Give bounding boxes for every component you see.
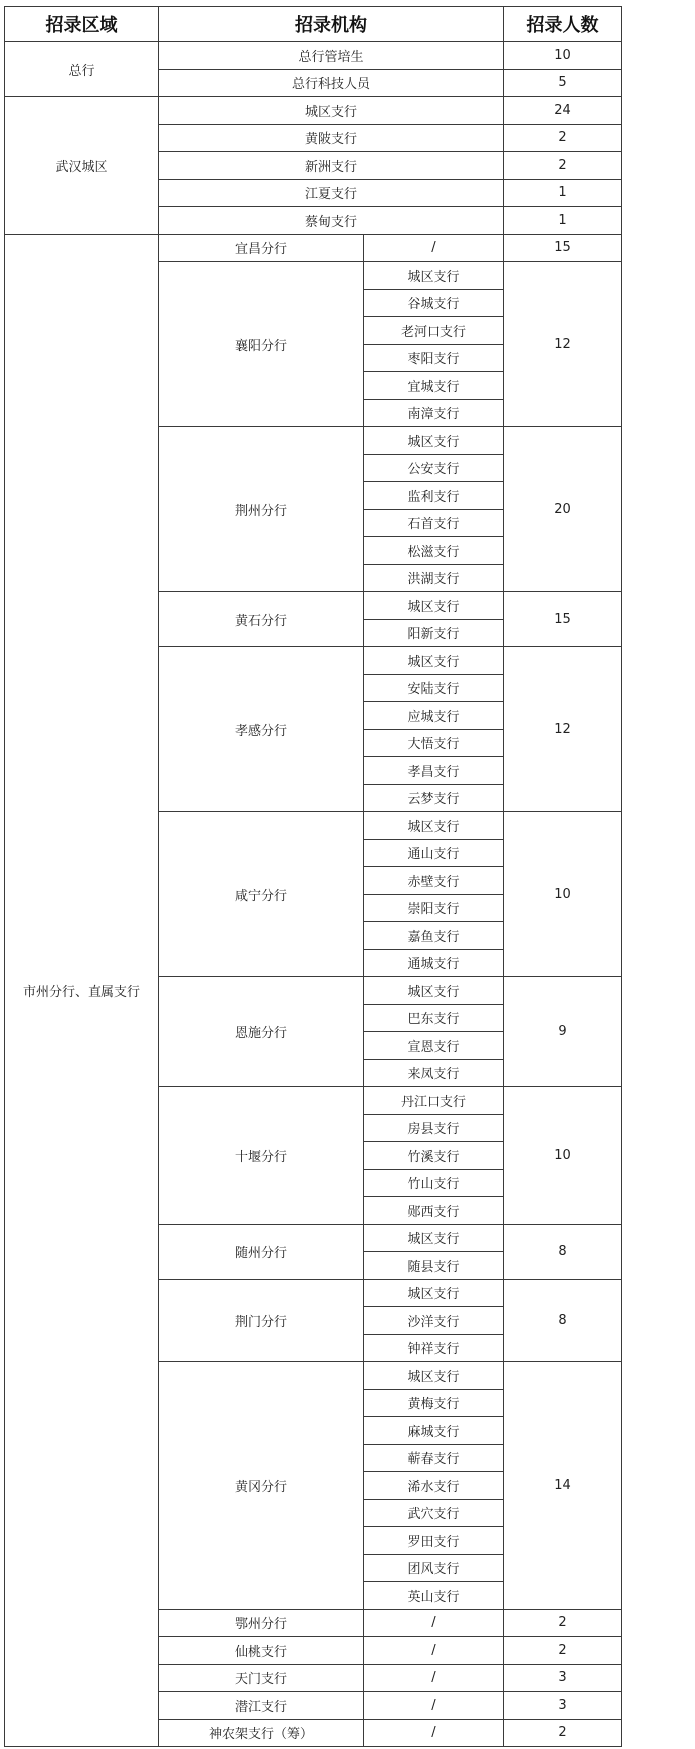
- sub-branch-cell: 房县支行: [364, 1114, 504, 1142]
- header-region: 招录区域: [5, 7, 159, 42]
- sub-branch-cell: 孝昌支行: [364, 757, 504, 785]
- count-cell: 10: [504, 42, 622, 70]
- sub-branch-cell: 浠水支行: [364, 1472, 504, 1500]
- sub-branch-cell: /: [364, 1692, 504, 1720]
- sub-branch-cell: /: [364, 1637, 504, 1665]
- sub-branch-cell: 通城支行: [364, 949, 504, 977]
- branch-cell: 孝感分行: [159, 647, 364, 812]
- count-cell: 12: [504, 262, 622, 427]
- sub-branch-cell: 城区支行: [364, 647, 504, 675]
- count-cell: 2: [504, 152, 622, 180]
- sub-branch-cell: /: [364, 1609, 504, 1637]
- sub-branch-cell: 随县支行: [364, 1252, 504, 1280]
- sub-branch-cell: 宣恩支行: [364, 1032, 504, 1060]
- sub-branch-cell: 石首支行: [364, 509, 504, 537]
- institution-cell: 江夏支行: [159, 179, 504, 207]
- sub-branch-cell: 沙洋支行: [364, 1307, 504, 1335]
- count-cell: 5: [504, 69, 622, 97]
- region-cell: 武汉城区: [5, 97, 159, 235]
- sub-branch-cell: 城区支行: [364, 262, 504, 290]
- sub-branch-cell: 武穴支行: [364, 1499, 504, 1527]
- count-cell: 10: [504, 812, 622, 977]
- sub-branch-cell: 应城支行: [364, 702, 504, 730]
- branch-cell: 仙桃支行: [159, 1637, 364, 1665]
- count-cell: 3: [504, 1692, 622, 1720]
- branch-cell: 天门支行: [159, 1664, 364, 1692]
- sub-branch-cell: 公安支行: [364, 454, 504, 482]
- sub-branch-cell: /: [364, 1664, 504, 1692]
- region-cell: 总行: [5, 42, 159, 97]
- institution-cell: 总行管培生: [159, 42, 504, 70]
- sub-branch-cell: 崇阳支行: [364, 894, 504, 922]
- branch-cell: 黄冈分行: [159, 1362, 364, 1610]
- sub-branch-cell: 云梦支行: [364, 784, 504, 812]
- sub-branch-cell: 罗田支行: [364, 1527, 504, 1555]
- count-cell: 14: [504, 1362, 622, 1610]
- branch-cell: 潜江支行: [159, 1692, 364, 1720]
- table-row: [5, 97, 622, 125]
- header-row: [5, 7, 622, 42]
- count-cell: 2: [504, 1719, 622, 1747]
- sub-branch-cell: 阳新支行: [364, 619, 504, 647]
- sub-branch-cell: 老河口支行: [364, 317, 504, 345]
- institution-cell: 黄陂支行: [159, 124, 504, 152]
- count-cell: 15: [504, 234, 622, 262]
- branch-cell: 咸宁分行: [159, 812, 364, 977]
- count-cell: 3: [504, 1664, 622, 1692]
- sub-branch-cell: 蕲春支行: [364, 1444, 504, 1472]
- count-cell: 24: [504, 97, 622, 125]
- sub-branch-cell: 松滋支行: [364, 537, 504, 565]
- table-row: [5, 234, 622, 262]
- sub-branch-cell: 城区支行: [364, 427, 504, 455]
- branch-cell: 恩施分行: [159, 977, 364, 1087]
- sub-branch-cell: /: [364, 1719, 504, 1747]
- sub-branch-cell: 团风支行: [364, 1554, 504, 1582]
- sub-branch-cell: 钟祥支行: [364, 1334, 504, 1362]
- sub-branch-cell: 城区支行: [364, 1362, 504, 1390]
- count-cell: 1: [504, 179, 622, 207]
- header-count: 招录人数: [504, 7, 622, 42]
- sub-branch-cell: 大悟支行: [364, 729, 504, 757]
- branch-cell: 十堰分行: [159, 1087, 364, 1225]
- branch-cell: 鄂州分行: [159, 1609, 364, 1637]
- header-institution: 招录机构: [159, 7, 504, 42]
- sub-branch-cell: 通山支行: [364, 839, 504, 867]
- sub-branch-cell: 洪湖支行: [364, 564, 504, 592]
- sub-branch-cell: 来凤支行: [364, 1059, 504, 1087]
- count-cell: 8: [504, 1224, 622, 1279]
- sub-branch-cell: 枣阳支行: [364, 344, 504, 372]
- count-cell: 12: [504, 647, 622, 812]
- sub-branch-cell: 城区支行: [364, 1279, 504, 1307]
- institution-cell: 总行科技人员: [159, 69, 504, 97]
- table-row: [5, 42, 622, 70]
- sub-branch-cell: /: [364, 234, 504, 262]
- sub-branch-cell: 赤壁支行: [364, 867, 504, 895]
- sub-branch-cell: 嘉鱼支行: [364, 922, 504, 950]
- sub-branch-cell: 宜城支行: [364, 372, 504, 400]
- count-cell: 15: [504, 592, 622, 647]
- institution-cell: 新洲支行: [159, 152, 504, 180]
- region-cell: 市州分行、直属支行: [5, 234, 159, 1747]
- branch-cell: 神农架支行（筹）: [159, 1719, 364, 1747]
- count-cell: 2: [504, 1609, 622, 1637]
- count-cell: 10: [504, 1087, 622, 1225]
- sub-branch-cell: 巴东支行: [364, 1004, 504, 1032]
- branch-cell: 荆州分行: [159, 427, 364, 592]
- institution-cell: 蔡甸支行: [159, 207, 504, 235]
- sub-branch-cell: 英山支行: [364, 1582, 504, 1610]
- sub-branch-cell: 竹山支行: [364, 1169, 504, 1197]
- sub-branch-cell: 城区支行: [364, 977, 504, 1005]
- branch-cell: 襄阳分行: [159, 262, 364, 427]
- branch-cell: 荆门分行: [159, 1279, 364, 1362]
- count-cell: 8: [504, 1279, 622, 1362]
- sub-branch-cell: 黄梅支行: [364, 1389, 504, 1417]
- sub-branch-cell: 安陆支行: [364, 674, 504, 702]
- sub-branch-cell: 谷城支行: [364, 289, 504, 317]
- branch-cell: 随州分行: [159, 1224, 364, 1279]
- count-cell: 1: [504, 207, 622, 235]
- sub-branch-cell: 城区支行: [364, 592, 504, 620]
- recruitment-table: [4, 6, 622, 1747]
- sub-branch-cell: 麻城支行: [364, 1417, 504, 1445]
- sub-branch-cell: 监利支行: [364, 482, 504, 510]
- count-cell: 2: [504, 1637, 622, 1665]
- sub-branch-cell: 丹江口支行: [364, 1087, 504, 1115]
- branch-cell: 宜昌分行: [159, 234, 364, 262]
- institution-cell: 城区支行: [159, 97, 504, 125]
- sub-branch-cell: 南漳支行: [364, 399, 504, 427]
- sub-branch-cell: 竹溪支行: [364, 1142, 504, 1170]
- count-cell: 9: [504, 977, 622, 1087]
- branch-cell: 黄石分行: [159, 592, 364, 647]
- count-cell: 20: [504, 427, 622, 592]
- sub-branch-cell: 郧西支行: [364, 1197, 504, 1225]
- sub-branch-cell: 城区支行: [364, 1224, 504, 1252]
- table-body: [5, 42, 622, 1747]
- count-cell: 2: [504, 124, 622, 152]
- sub-branch-cell: 城区支行: [364, 812, 504, 840]
